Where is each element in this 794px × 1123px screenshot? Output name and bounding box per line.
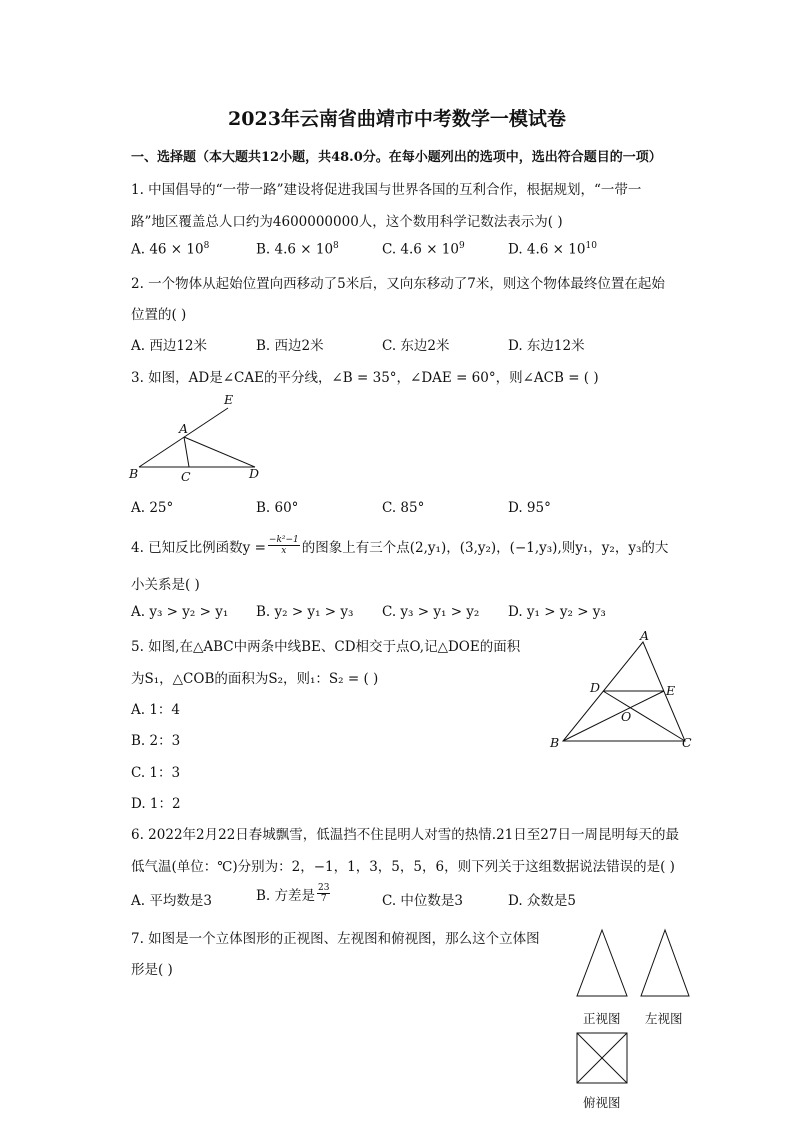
q5-label-c: C [682,735,692,750]
q2-line1: 2. 一个物体从起始位置向西移动了5米后，又向东移动了7米，则这个物体最终位置在起始 [131,276,665,292]
q4-option-c: C. y₃ > y₁ > y₂ [382,604,480,620]
q3-figure [125,388,275,492]
q5-option-d: D. 1：2 [131,796,181,812]
q1-option-d: D. $4.6 \times 10^{10}$ [508,241,597,258]
q5-line2: 为S₁，△COB的面积为S₂，则₁：S₂ = ( ) [131,671,379,687]
q4-option-b: B. y₂ > y₁ > y₃ [256,604,354,620]
q2-line2: 位置的( ) [131,307,187,323]
q6-option-d: D. 众数是5 [508,893,577,909]
page-title: 2023年云南省曲靖市中考数学一模试卷 [228,108,566,130]
q1-option-b: B. $4.6 \times 10^8$ [256,241,339,258]
q7-top-view [576,1032,628,1088]
q4-option-d: D. y₁ > y₂ > y₃ [508,604,606,620]
q1-line2: 路”地区覆盖总人口约为4600000000人，这个数用科学记数法表示为( ) [131,214,563,230]
q7-caption-front: 正视图 [583,1011,621,1026]
q5-option-c: C. 1：3 [131,765,181,781]
q1-option-a: A. $46 \times 10^8$ [131,241,210,258]
q5-label-d: D [590,680,601,695]
q3-option-b: B. 60° [256,500,299,516]
q4-fraction: $\frac{\text{−k²−1}}{x}$ [268,535,299,556]
q5-label-b: B [550,735,560,750]
q3-label-b: B [129,466,139,481]
q5-option-a: A. 1：4 [131,702,181,718]
q7-line1: 7. 如图是一个立体图形的正视图、左视图和俯视图，那么这个立体图 [131,931,540,947]
q7-left-view [639,928,691,1002]
q6-option-c: C. 中位数是3 [382,893,464,909]
q5-line1: 5. 如图,在△ABC中两条中线BE、CD相交于点O,记△DOE的面积 [131,639,521,655]
q6-option-b: B. 方差是 23 7 [256,883,330,904]
q4-line2: 小关系是( ) [131,577,200,593]
q5-label-a: A [640,628,650,643]
q4-line1: 4. 已知反比例函数y = $\frac{\text{−k²−1}}{x}$ 的图象上有三个点(2,y₁)，(3,y₂)，(−1,y₃),则y₁，y₂，y₃的大 [131,535,669,556]
q7-front-view [575,928,629,1002]
q5-label-e: E [666,683,676,698]
q3-label-d: D [249,466,260,481]
q6-line1: 6. 2022年2月22日春城飘雪，低温挡不住昆明人对雪的热情.21日至27日一周昆明每天的最 [131,827,679,843]
q2-option-b: B. 西边2米 [256,338,324,354]
q7-line2: 形是( ) [131,962,173,978]
q7-caption-left: 左视图 [645,1011,683,1026]
q5-label-o: O [621,709,632,724]
q5-option-b: B. 2：3 [131,733,181,749]
q3-label-a: A [179,421,189,436]
q7-caption-top: 俯视图 [583,1095,621,1110]
q3-option-c: C. 85° [382,500,425,516]
q6-option-a: A. 平均数是3 [131,893,212,909]
q4-option-a: A. y₃ > y₂ > y₁ [131,604,229,620]
q1-option-c: C. $4.6 \times 10^9$ [382,241,465,258]
q2-option-d: D. 东边12米 [508,338,585,354]
q3-label-e: E [224,392,234,407]
q3-option-d: D. 95° [508,500,551,516]
q3-label-c: C [181,469,191,484]
q5-figure [545,628,705,757]
section-heading: 一、选择题（本大题共12小题，共48.0分。在每小题列出的选项中，选出符合题目的一项） [131,150,662,165]
q6-option-b-fraction: 23 7 [318,883,330,904]
q3-line1: 3. 如图，AD是∠CAE的平分线，∠B = 35°，∠DAE = 60°，则∠ACB = ( ) [131,370,599,386]
q2-option-a: A. 西边12米 [131,338,208,354]
q6-line2: 低气温(单位：℃)分别为：2，−1，1，3，5，5，6，则下列关于这组数据说法错误的是( ) [131,859,675,875]
q2-option-c: C. 东边2米 [382,338,450,354]
q3-option-a: A. 25° [131,500,174,516]
q1-line1: 1. 中国倡导的“一带一路”建设将促进我国与世界各国的互利合作，根据规划，“一带一 [131,182,642,198]
